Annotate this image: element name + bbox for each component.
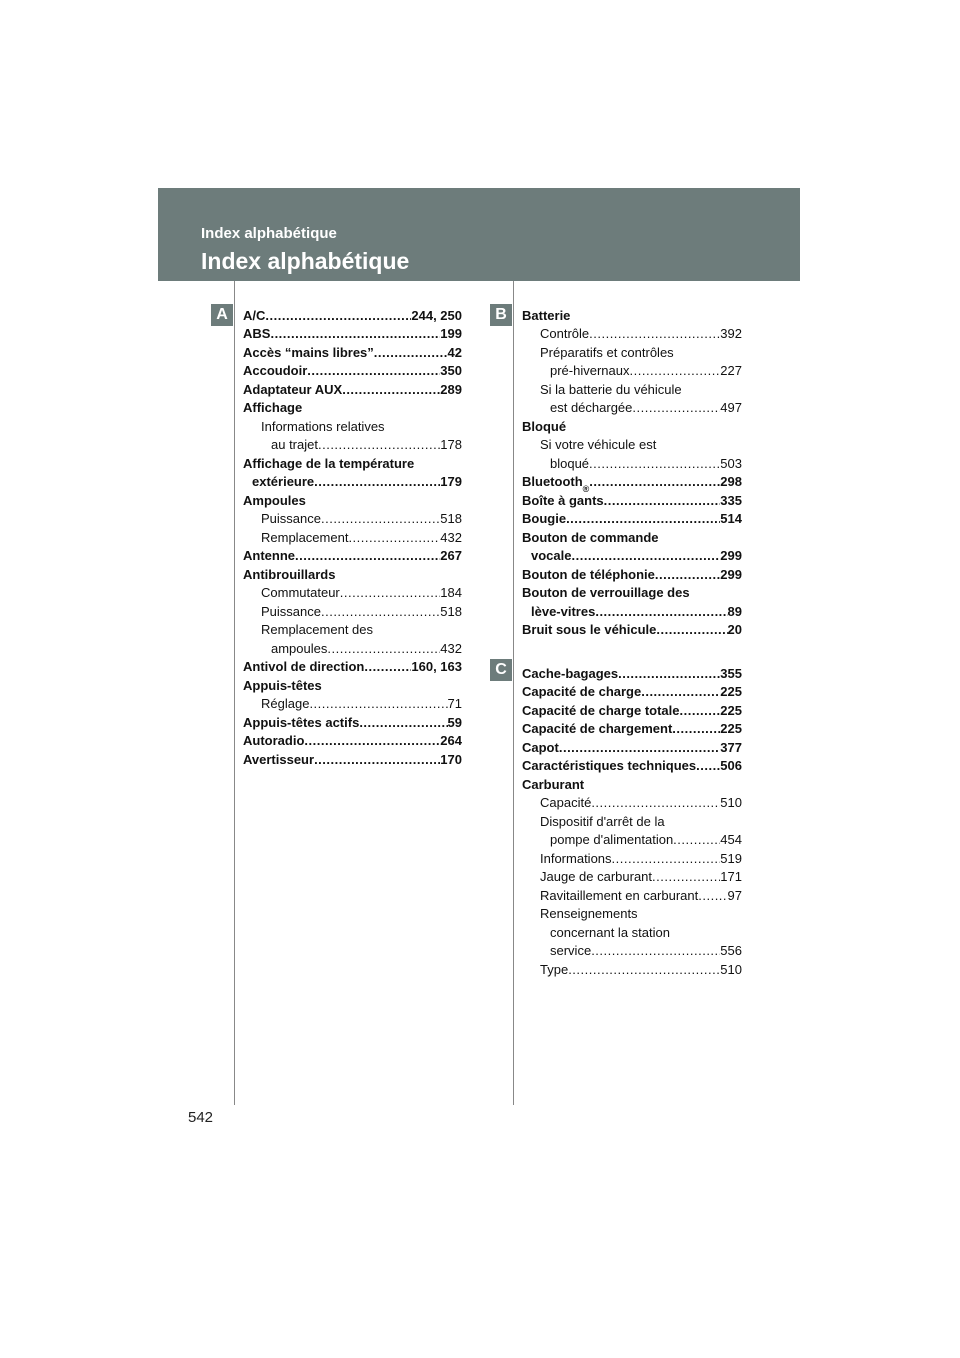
index-entry — [243, 563, 462, 582]
index-entry — [522, 582, 742, 601]
index-entry — [522, 619, 742, 638]
index-entry-label: Informations — [540, 850, 612, 866]
index-entry — [522, 341, 742, 360]
index-entry-page: 184 — [440, 585, 462, 600]
index-entry-page: 160, 163 — [411, 659, 462, 674]
index-entry-page: 350 — [440, 363, 462, 378]
index-entry — [243, 323, 462, 342]
index-entry — [522, 360, 742, 379]
index-entry-label: Affichage de la température — [243, 455, 415, 471]
index-entry — [522, 866, 742, 885]
index-entry — [522, 489, 742, 508]
index-entry-label: Accoudoir — [243, 363, 308, 378]
index-entry-page: 432 — [440, 529, 462, 545]
index-entry-page: 503 — [720, 455, 742, 471]
index-entry: Bluetooth ® ..... 298 — [522, 471, 742, 490]
index-entry — [243, 304, 462, 323]
index-entry — [522, 526, 742, 545]
index-entry-label: pompe d'alimentation — [550, 832, 674, 847]
dot-leader — [304, 733, 440, 748]
index-entry — [522, 378, 742, 397]
index-entry-label: Bruit sous le véhicule — [522, 622, 657, 637]
index-entry-label: Renseignements — [540, 906, 638, 921]
index-entry-page: 264 — [440, 733, 462, 748]
index-entry-page: 519 — [720, 850, 742, 866]
index-entry-label: Capacité — [540, 795, 592, 810]
dot-leader — [568, 962, 720, 977]
index-entry — [522, 397, 742, 416]
dot-leader — [589, 456, 720, 471]
index-entry-label: Informations relatives — [261, 418, 385, 434]
index-entry-page: 225 — [720, 721, 742, 736]
column-divider-left — [234, 281, 235, 1105]
index-entry — [243, 415, 462, 434]
index-entry — [243, 397, 462, 416]
dot-leader — [589, 326, 720, 341]
index-entry-page: 299 — [720, 548, 742, 563]
dot-leader — [698, 888, 727, 903]
index-entry-label: Contrôle — [540, 326, 590, 341]
index-entry-label: ABS — [243, 326, 271, 341]
dot-leader — [672, 721, 720, 736]
index-entry-label: Antivol de direction — [243, 659, 365, 674]
index-entry-page: 298 — [720, 474, 742, 489]
dot-leader — [632, 400, 720, 415]
index-entry-label: Carburant — [522, 776, 585, 792]
index-entry-page: 506 — [720, 758, 742, 773]
index-entry-label: Autoradio — [243, 733, 305, 748]
index-entry — [243, 600, 462, 619]
index-entry — [522, 415, 742, 434]
section-tab-c: C — [490, 659, 512, 681]
index-entry-label: Bluetooth — [522, 474, 583, 489]
index-entry-label: Capacité de charge totale — [522, 702, 680, 718]
index-entry-label: Appuis-têtes actifs — [243, 714, 360, 730]
dot-leader — [307, 363, 440, 378]
index-entry-page: 510 — [720, 795, 742, 810]
index-entry — [522, 452, 742, 471]
index-entry-page: 170 — [440, 751, 462, 767]
index-entry-label: au trajet — [271, 437, 318, 452]
index-entry — [522, 847, 742, 866]
header-subtitle: Index alphabétique — [201, 225, 337, 242]
index-entry-page: 355 — [720, 665, 742, 681]
dot-leader — [566, 511, 720, 526]
index-entry-page: 171 — [720, 869, 742, 884]
index-entry-label: pré-hivernaux — [550, 363, 630, 378]
dot-leader — [604, 493, 721, 508]
index-entry — [243, 378, 462, 397]
index-entry-page: 179 — [440, 474, 462, 489]
index-entry-label: Préparatifs et contrôles — [540, 344, 674, 360]
index-entry-label: Type — [540, 961, 569, 977]
page-title: Index alphabétique — [201, 248, 410, 274]
index-entry — [522, 736, 742, 755]
index-entry — [522, 434, 742, 453]
dot-leader — [374, 345, 448, 360]
index-entry-page: 244, 250 — [411, 307, 462, 323]
index-entry-page: 454 — [720, 832, 742, 847]
index-entry-label: Antenne — [243, 548, 295, 563]
index-entry — [243, 489, 462, 508]
index-entry — [522, 810, 742, 829]
index-entry — [243, 434, 462, 453]
index-entry — [243, 656, 462, 675]
index-entry-label: bloqué — [550, 455, 590, 471]
index-entry-label: Si la batterie du véhicule — [540, 381, 682, 397]
index-entry — [522, 718, 742, 737]
dot-leader — [630, 363, 721, 378]
dot-leader — [673, 832, 720, 847]
index-entry-page: 227 — [720, 363, 742, 378]
index-entry-label: concernant la station — [550, 924, 670, 940]
index-entry-label: Boîte à gants — [522, 492, 604, 508]
index-entry-label: Bloqué — [522, 418, 567, 434]
index-entry-page: 199 — [440, 326, 462, 341]
index-entry-page: 89 — [727, 603, 742, 619]
index-entry-page: 71 — [447, 696, 462, 711]
dot-leader — [348, 530, 440, 545]
dot-leader — [696, 758, 720, 773]
index-entry-label: Si votre véhicule est — [540, 437, 657, 452]
index-entry-page: 42 — [447, 344, 462, 360]
index-entry-label: Réglage — [261, 696, 310, 711]
page-number: 542 — [188, 1109, 214, 1126]
index-entry — [243, 711, 462, 730]
index-entry — [522, 681, 742, 700]
index-entry — [243, 674, 462, 693]
page-header — [158, 188, 800, 281]
index-entry — [522, 508, 742, 527]
index-entry-label: Antibrouillards — [243, 566, 336, 582]
index-entry-label: Caractéristiques techniques — [522, 758, 697, 773]
dot-leader — [321, 604, 440, 619]
index-entry-label: Capacité de chargement — [522, 721, 673, 736]
index-entry — [243, 619, 462, 638]
index-entry-label: Commutateur — [261, 585, 340, 600]
index-entry — [522, 323, 742, 342]
index-entry-page: 518 — [440, 603, 462, 619]
dot-leader — [559, 740, 720, 755]
dot-leader — [680, 703, 721, 718]
index-entry — [522, 940, 742, 959]
index-entry-label: Puissance — [261, 511, 321, 526]
index-entry-label: Adaptateur AUX — [243, 381, 343, 397]
index-entry-label: Remplacement — [261, 529, 349, 545]
dot-leader — [270, 326, 440, 341]
dot-leader — [340, 585, 441, 600]
index-entry — [243, 471, 462, 490]
index-entry-page: 20 — [727, 622, 742, 637]
index-entry-page: 510 — [720, 961, 742, 977]
index-entry — [243, 545, 462, 564]
index-entry-label: Batterie — [522, 307, 571, 323]
index-entry-label: Affichage — [243, 400, 303, 415]
index-entry-label: ampoules — [271, 640, 328, 656]
index-entry-label: Jauge de carburant — [540, 869, 653, 884]
index-entry — [522, 699, 742, 718]
index-entry — [522, 545, 742, 564]
index-entry-label: Accès “mains libres” — [243, 344, 374, 360]
index-entry-page: 432 — [440, 640, 462, 656]
index-entry — [522, 304, 742, 323]
index-entry-label: Dispositif d'arrêt de la — [540, 813, 665, 829]
dot-leader — [314, 474, 440, 489]
index-entry — [522, 921, 742, 940]
index-entry-page: 514 — [720, 511, 742, 526]
index-section-b — [522, 304, 742, 637]
dot-leader — [327, 641, 440, 656]
index-entry — [522, 563, 742, 582]
dot-leader — [656, 622, 727, 637]
index-entry — [243, 508, 462, 527]
dot-leader — [571, 548, 720, 563]
index-entry — [243, 452, 462, 471]
dot-leader — [364, 659, 411, 674]
index-entry — [522, 792, 742, 811]
dot-leader — [318, 437, 440, 452]
index-entry-label: service — [550, 943, 592, 958]
index-entry-label: Avertisseur — [243, 751, 315, 767]
index-entry — [243, 526, 462, 545]
dot-leader — [591, 795, 720, 810]
dot-leader — [652, 869, 720, 884]
index-entry — [243, 582, 462, 601]
index-entry-page: 556 — [720, 943, 742, 958]
index-entry — [522, 662, 742, 681]
dot-leader — [265, 308, 411, 323]
dot-leader — [655, 567, 720, 582]
index-entry-label: Remplacement des — [261, 622, 373, 637]
dot-leader — [309, 696, 447, 711]
index-entry — [243, 341, 462, 360]
index-entry-page: 518 — [440, 511, 462, 526]
index-entry-label: Ampoules — [243, 492, 306, 508]
dot-leader — [591, 943, 720, 958]
index-entry — [243, 360, 462, 379]
dot-leader — [641, 684, 720, 699]
index-entry — [522, 755, 742, 774]
dot-leader — [295, 548, 440, 563]
index-entry-page: 178 — [440, 437, 462, 452]
index-entry-page: 392 — [720, 326, 742, 341]
index-entry-page: 377 — [720, 739, 742, 755]
index-entry — [243, 730, 462, 749]
index-entry-label: Bouton de verrouillage des — [522, 585, 690, 600]
index-entry — [522, 600, 742, 619]
section-tab-b: B — [490, 304, 512, 326]
index-entry-label: A/C — [243, 307, 266, 323]
index-entry — [522, 903, 742, 922]
index-entry-label: Appuis-têtes — [243, 677, 322, 693]
index-entry-label: vocale — [531, 548, 572, 563]
index-entry-label: Capacité de charge — [522, 684, 642, 699]
dot-leader — [612, 851, 721, 866]
index-entry-page: 299 — [720, 566, 742, 582]
dot-leader — [321, 511, 440, 526]
index-entry-label: lève-vitres — [531, 603, 596, 619]
index-entry-label: extérieure — [252, 474, 315, 489]
index-entry — [522, 884, 742, 903]
index-entry-page: 225 — [720, 684, 742, 699]
index-entry-page: 59 — [447, 714, 462, 730]
index-entry — [522, 829, 742, 848]
index-entry-label: Bougie — [522, 511, 567, 526]
index-entry-label: est déchargée — [550, 400, 633, 415]
index-entry — [243, 748, 462, 767]
index-entry-page: 335 — [720, 492, 742, 508]
index-entry-label: Bouton de téléphonie — [522, 566, 655, 582]
index-entry-label: Puissance — [261, 603, 321, 619]
index-entry — [243, 693, 462, 712]
index-entry — [522, 773, 742, 792]
section-tab-a: A — [211, 304, 233, 326]
index-entry-page: 267 — [440, 548, 462, 563]
dot-leader — [618, 666, 720, 681]
index-entry-label: Cache-bagages — [522, 665, 619, 681]
index-entry — [243, 637, 462, 656]
index-entry-page: 497 — [720, 400, 742, 415]
index-entry-label: Capot — [522, 739, 559, 755]
column-divider-right — [513, 281, 514, 1105]
dot-leader — [595, 604, 727, 619]
index-entry-label: Ravitaillement en carburant — [540, 887, 699, 903]
index-entry-label: Bouton de commande — [522, 529, 659, 545]
dot-leader — [314, 752, 440, 767]
index-section-c — [522, 662, 742, 977]
index-entry-page: 289 — [440, 381, 462, 397]
dot-leader — [359, 715, 447, 730]
index-entry-page: 225 — [720, 702, 742, 718]
dot-leader — [589, 474, 720, 489]
index-entry-page: 97 — [727, 887, 742, 903]
dot-leader — [342, 382, 440, 397]
index-section-a — [243, 304, 462, 767]
index-entry — [522, 958, 742, 977]
